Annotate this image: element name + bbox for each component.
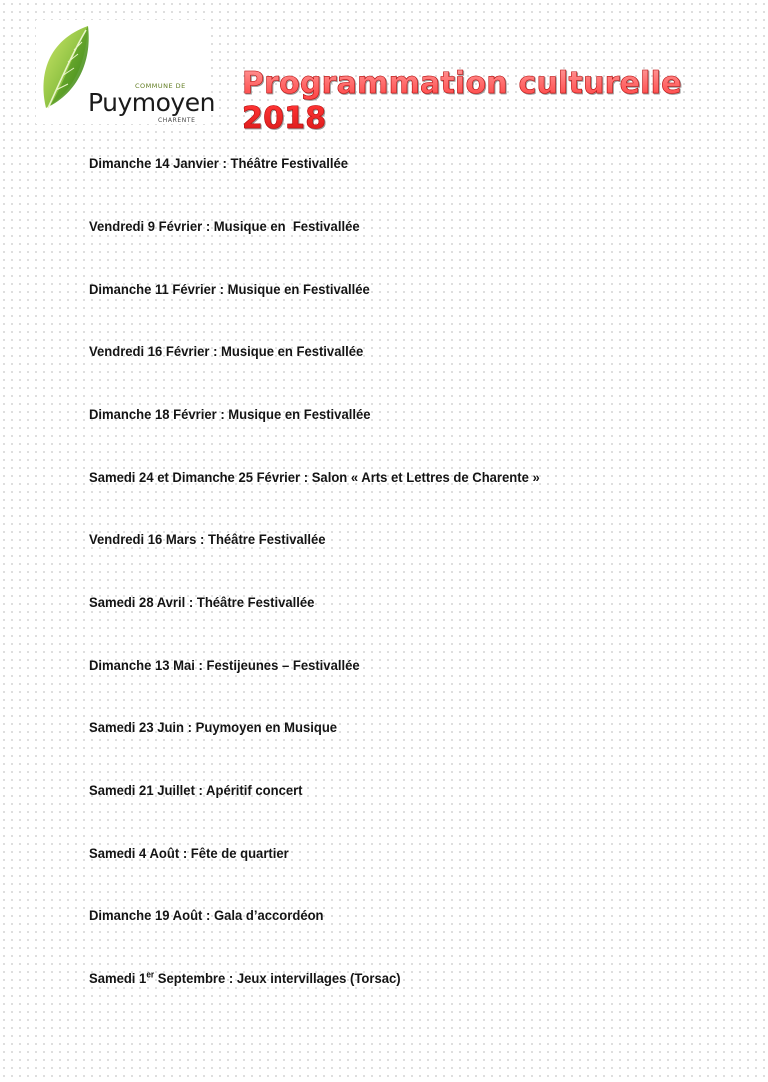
event-date-superscript: er (146, 969, 155, 980)
event-item (89, 720, 337, 736)
event-activity: Fête de quartier (190, 846, 289, 862)
event-item (89, 219, 360, 235)
event-activity: Apéritif concert (206, 783, 303, 799)
event-item (89, 908, 324, 924)
page-title: Programmation culturelle 2018 (242, 66, 768, 136)
event-item (89, 407, 370, 423)
logo-region-label: CHARENTE (158, 117, 196, 124)
event-activity: Jeux intervillages (Torsac) (236, 971, 401, 987)
event-activity: Théâtre Festivallée (230, 156, 349, 172)
event-date: Samedi 21 Juillet (89, 783, 195, 799)
event-date: Vendredi 16 Mars (89, 532, 197, 548)
event-item (89, 846, 289, 862)
event-item (89, 971, 401, 987)
event-item (89, 282, 370, 298)
event-separator: : (185, 595, 197, 611)
event-date: Samedi 24 et Dimanche 25 Février (89, 470, 301, 486)
event-activity: Salon « Arts et Lettres de Charente » (311, 470, 540, 486)
event-separator: : (196, 532, 208, 548)
event-date: Dimanche 13 Mai (89, 658, 195, 674)
event-date: Dimanche 18 Février (89, 407, 217, 423)
event-activity: Musique en Festivallée (213, 219, 360, 235)
event-item (89, 595, 314, 611)
event-date: Vendredi 16 Février (89, 344, 210, 360)
event-date: Dimanche 14 Janvier (89, 156, 219, 172)
event-separator: : (218, 156, 231, 172)
event-separator: : (202, 908, 214, 924)
event-separator: : (194, 783, 207, 799)
event-activity: Musique en Festivallée (227, 282, 370, 298)
event-activity: Gala d’accordéon (213, 908, 324, 924)
event-date: Vendredi 9 Février (89, 219, 203, 235)
event-separator: : (184, 720, 196, 736)
event-item (89, 783, 303, 799)
event-activity: Théâtre Festivallée (196, 595, 315, 611)
logo-commune-label: COMMUNE DE (135, 82, 186, 90)
event-date-suffix: Septembre (154, 971, 226, 987)
event-date-prefix: Samedi 1 (89, 971, 147, 987)
event-separator: : (216, 407, 229, 423)
event-item (89, 344, 363, 360)
event-separator: : (215, 282, 228, 298)
event-item (89, 156, 348, 172)
logo-town-name: Puymoyen (88, 88, 215, 117)
event-activity: Puymoyen en Musique (195, 720, 338, 736)
event-date: Dimanche 19 Août (89, 908, 203, 924)
event-separator: : (225, 971, 237, 987)
event-separator: : (194, 658, 207, 674)
event-activity: Festijeunes – Festivallée (206, 658, 360, 674)
event-item (89, 470, 540, 486)
event-item (89, 532, 326, 548)
event-activity: Théâtre Festivallée (207, 532, 326, 548)
event-date: Samedi 23 Juin (89, 720, 185, 736)
event-separator: : (300, 470, 312, 486)
commune-logo (36, 20, 215, 124)
event-activity: Musique en Festivallée (221, 344, 364, 360)
event-activity: Musique en Festivallée (228, 407, 371, 423)
event-date: Samedi 28 Avril (89, 595, 186, 611)
event-item (89, 658, 360, 674)
event-separator: : (202, 219, 214, 235)
event-separator: : (209, 344, 222, 360)
event-date: Dimanche 11 Février (89, 282, 216, 298)
event-separator: : (179, 846, 191, 862)
event-date: Samedi 4 Août (89, 846, 180, 862)
